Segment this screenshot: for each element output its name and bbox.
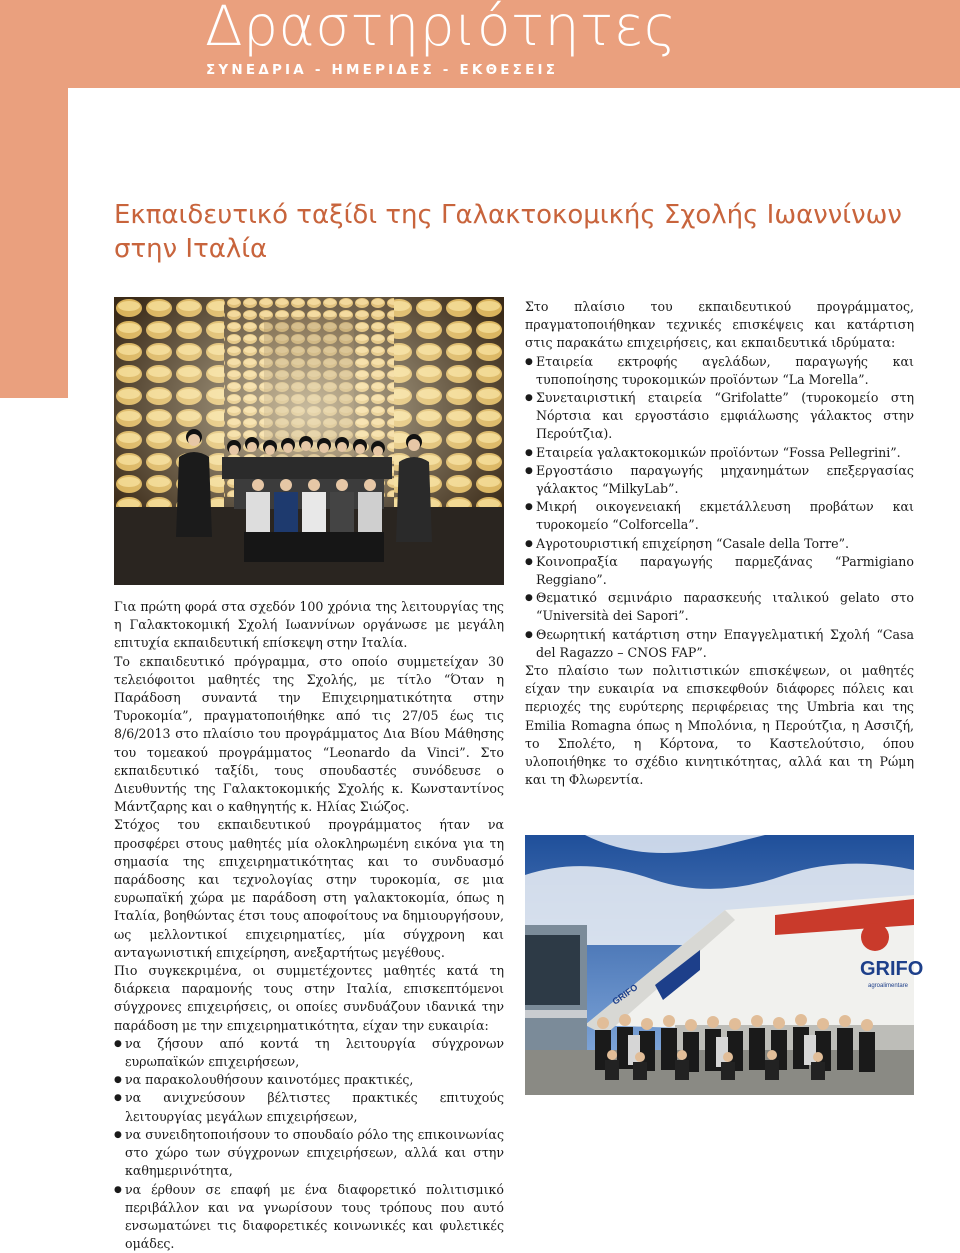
section-subtitle: ΣΥΝΕΔΡΙΑ - ΗΜΕΡΙΔΕΣ - ΕΚΘΕΣΕΙΣ [206,62,558,78]
paragraph-intro: Για πρώτη φορά στα σχεδόν 100 χρόνια της λειτουργίας της η Γαλακτοκομική Σχολή Ιωαννίνων οργάνωσε με μεγάλη επιτυχία εκπαιδευτική επίσκεψη στην Ιταλία. [114,598,504,653]
list-item: ● να παρακολουθήσουν καινοτόμες πρακτικές, [114,1071,504,1089]
paragraph-technical-visits: Στο πλαίσιο του εκπαιδευτικού προγράμματος, πραγματοποιήθηκαν τεχνικές επισκέψεις και κατάρτιση στις παρακάτω επιχειρήσεις, και εκπαιδευτικά ιδρύματα: [525,298,914,353]
cheese-warehouse-illustration [114,297,504,585]
list-item: ● Εργοστάσιο παραγωγής μηχανημάτων επεξεργασίας γάλακτος “MilkyLab”. [525,462,914,498]
list-item: ● να έρθουν σε επαφή με ένα διαφορετικό πολιτισμικό περιβάλλον και να γνωρίσουν τους τρόπους που αυτό ενσωματώνει τις διαφορετικές κοινωνικές και φυλετικές ομάδες. [114,1181,504,1253]
list-item: ● να συνειδητοποιήσουν το σπουδαίο ρόλο της επικοινωνίας στο χώρο των σύγχρονων επιχειρήσεων, αλλά και στην καθημερινότητα, [114,1126,504,1181]
photo-grifo-group [525,835,914,1095]
list-item: ● Μικρή οικογενειακή εκμετάλλευση προβάτων και τυροκομείο “Colforcella”. [525,498,914,534]
section-title: Δραστηριότητες [205,0,677,58]
list-item: ● να ανιχνεύσουν βέλτιστες πρακτικές επιτυχούς λειτουργίας μεγάλων επιχειρήσεων, [114,1089,504,1125]
list-item: ● Θεωρητική κατάρτιση στην Επαγγελματική Σχολή “Casa del Ragazzo – CNOS FAP”. [525,626,914,662]
list-item: ● Εταιρεία γαλακτοκομικών προϊόντων “Fossa Pellegrini”. [525,444,914,462]
list-item: ● Αγροτουριστική επιχείρηση “Casale della Torre”. [525,535,914,553]
list-item: ● Συνεταιριστική εταιρεία “Grifolatte” (τυροκομείο στη Νόρτσια και εργοστάσιο εμφιάλωσης γάλακτος στην Περούτζια). [525,389,914,444]
opportunity-list [114,1035,504,1253]
article-column-left [114,598,504,1253]
svg-text:agroalimentare: agroalimentare [868,983,909,989]
left-accent-band [0,0,68,398]
list-item: ● Εταιρεία εκτροφής αγελάδων, παραγωγής και τυποποίησης τυροκομικών προϊόντων “La Morella”. [525,353,914,389]
paragraph-opportunity: Πιο συγκεκριμένα, οι συμμετέχοντες μαθητές κατά τη διάρκεια παραμονής τους στην Ιταλία, επισκεπτόμενοι σύγχρονες επιχειρήσεις, οι οποίες συνδυάζουν ιδανικά την παράδοση με την επιχειρηματικότητα, είχαν την ευκαιρία: [114,962,504,1035]
svg-text:GRIFO: GRIFO [610,982,639,1007]
paragraph-goal: Στόχος του εκπαιδευτικού προγράμματος ήταν να προσφέρει στους μαθητές μία ολοκληρωμένη εικόνα για τη σημασία της επιχειρηματικότητας και το συνδυασμό παράδοσης και τεχνολογίας στην τυροκομία, σε μια ευρωπαϊκή χώρα με παράδοση στη γαλακτοκομία, όπως η Ιταλία, βοηθώντας έτσι τους αποφοίτους να δημιουργήσουν, ως μελλοντικοί επιχειρηματίες, μία σύγχρονη και ανταγωνιστική επιχείρηση, ανεξαρτήτως μεγέθους. [114,816,504,962]
visits-list [525,353,914,662]
article-column-right [525,298,914,789]
list-item: ● Θεματικό σεμινάριο παρασκευής ιταλικού gelato στο “Università dei Sapori”. [525,589,914,625]
list-item: ● Κοινοπραξία παραγωγής παρμεζάνας “Parmigiano Reggiano”. [525,553,914,589]
article-title: Εκπαιδευτικό ταξίδι της Γαλακτοκομικής Σχολής Ιωαννίνων στην Ιταλία [114,198,914,266]
paragraph-cultural-visits: Στο πλαίσιο των πολιτιστικών επισκέψεων, οι μαθητές είχαν την ευκαιρία να επισκεφθούν διάφορες πόλεις και περιοχές της ευρύτερης περιφέρειας της Umbria και της Emilia Romagna όπως η Μπολόνια, η Περούτζια, η Ασσιζή, το Σπολέτο, η Κόρτονα, το Καστελούτσιο, όπου υλοποιήθηκε το σχέδιο κινητικότητας, αλλά και τη Ρώμη και τη Φλωρεντία. [525,662,914,789]
svg-text:GRIFO: GRIFO [860,958,923,980]
paragraph-program: Το εκπαιδευτικό πρόγραμμα, στο οποίο συμμετείχαν 30 τελειόφοιτοι μαθητές της Σχολής, με τίτλο “Όταν η Παράδοση συναντά την Επιχειρηματικότητα στην Τυροκομία”, πραγματοποιήθηκε από τις 27/05 έως τις 8/6/2013 στο πλαίσιο του προγράμματος Δια Βίου Μάθησης του τομεακού προγράμματος “Leonardo da Vinci”. Στο εκπαιδευτικό ταξίδι, τους σπουδαστές συνόδευσε ο Διευθυντής της Γαλακτοκομικής Σχολής κ. Κωνσταντίνος Μάντζαρης και ο καθηγητής κ. Ηλίας Σιώζος. [114,653,504,817]
photo-cheese-warehouse-group [114,297,504,585]
grifo-building-illustration [525,835,914,1095]
list-item: ● να ζήσουν από κοντά τη λειτουργία σύγχρονων ευρωπαϊκών επιχειρήσεων, [114,1035,504,1071]
